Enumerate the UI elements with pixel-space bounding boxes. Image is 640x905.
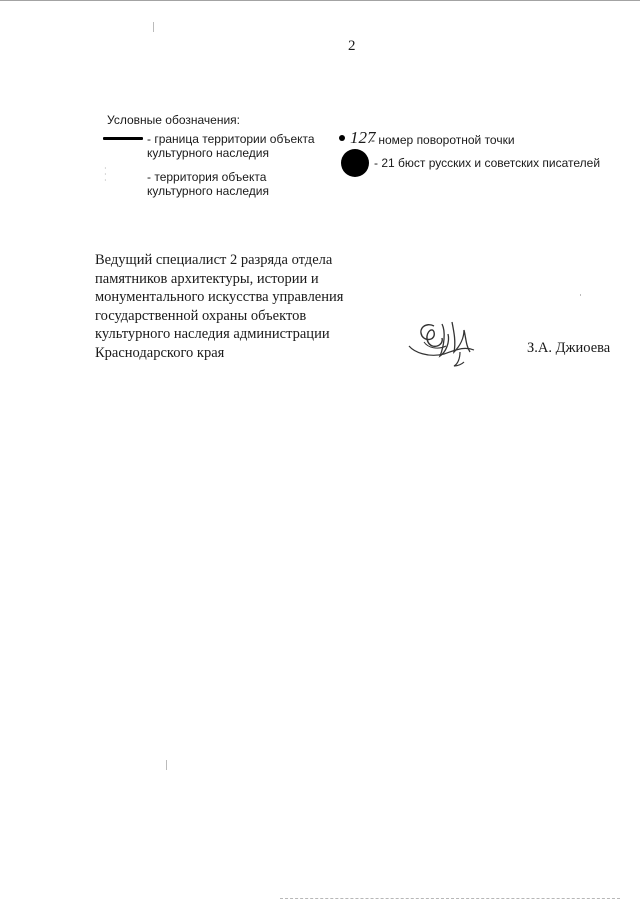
legend-title: Условные обозначения: [107,113,240,127]
monument-dot-icon [341,149,369,177]
scan-top-edge [0,0,640,7]
scan-speck [166,760,167,770]
page-number: 2 [348,38,356,54]
scan-speck [580,294,581,296]
scan-bottom-edge [280,898,620,899]
turning-point-dot-icon [339,135,345,141]
legend-boundary-line2: культурного наследия [147,146,269,160]
legend-monument-label: - 21 бюст русских и советских писателей [374,156,601,170]
position-line: памятников архитектуры, истории и [95,270,319,287]
signatory-position [95,251,375,362]
boundary-line-symbol [103,137,143,140]
position-line: Ведущий специалист 2 разряда отдела [95,252,333,268]
legend-territory-line1: - территория объекта [147,170,267,184]
scan-speck [153,22,154,32]
position-line: Краснодарского края [95,344,225,361]
position-line: монументального искусства управления [95,289,344,305]
legend-territory-line2: культурного наследия [147,184,269,198]
turning-point-number: 127 [350,128,376,147]
territory-dots-symbol: · · · [104,164,112,185]
position-line: государственной охраны объектов [95,307,307,324]
legend-boundary-line1: - граница территории объекта [147,132,315,146]
legend-territory [147,170,269,198]
handwritten-signature [404,312,484,370]
signatory-name: З.А. Джиоева [527,340,611,356]
position-line: культурного наследия администрации [95,326,330,342]
legend-turning-point-label: - номер поворотной точки [371,133,515,147]
legend-boundary [147,132,315,160]
